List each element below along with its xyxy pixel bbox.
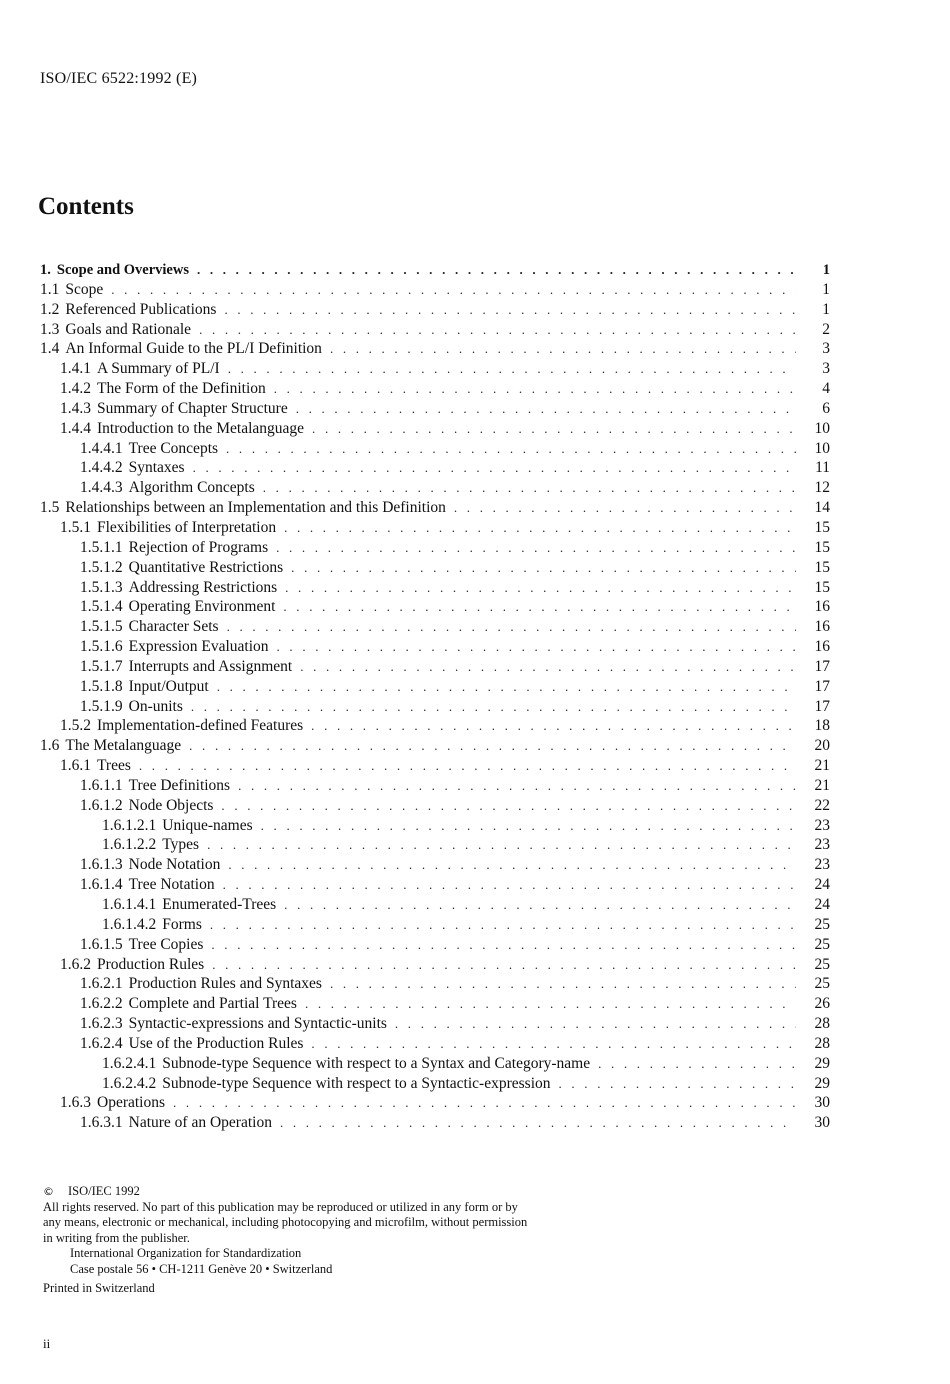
toc-entry-number: 1.5.1.5 xyxy=(80,618,123,636)
publisher-name: International Organization for Standardization xyxy=(70,1246,302,1260)
toc-dot-leader xyxy=(228,359,796,379)
toc-entry[interactable] xyxy=(40,776,830,796)
toc-entry-page: 10 xyxy=(814,439,830,457)
toc-entry[interactable] xyxy=(40,399,830,419)
toc-dot-leader xyxy=(210,915,796,935)
toc-entry-number: 1.5.1.1 xyxy=(80,538,123,556)
toc-dot-leader xyxy=(227,617,796,637)
toc-entry-title: Tree Concepts xyxy=(128,439,219,457)
toc-entry-title: Flexibilities of Interpretation xyxy=(97,518,277,536)
toc-entry-number: 1.6.2.2 xyxy=(80,995,123,1013)
toc-entry-number: 1.5.1 xyxy=(60,518,91,536)
toc-entry[interactable] xyxy=(40,697,830,717)
toc-entry-page: 28 xyxy=(814,1034,830,1052)
toc-entry-title: An Informal Guide to the PL/I Definition xyxy=(65,340,322,358)
toc-entry-page: 6 xyxy=(822,399,830,417)
toc-dot-leader xyxy=(598,1054,796,1074)
toc-dot-leader xyxy=(221,796,796,816)
toc-entry-page: 15 xyxy=(814,558,830,576)
toc-entry[interactable] xyxy=(40,280,830,300)
toc-dot-leader xyxy=(197,260,796,280)
toc-entry-title: Interrupts and Assignment xyxy=(128,657,293,675)
toc-entry-title: Production Rules and Syntaxes xyxy=(128,975,322,993)
toc-entry-page: 15 xyxy=(814,518,830,536)
toc-dot-leader xyxy=(238,776,796,796)
toc-entry[interactable] xyxy=(40,419,830,439)
toc-entry-title: The Metalanguage xyxy=(65,737,182,755)
table-of-contents xyxy=(40,260,830,1133)
toc-dot-leader xyxy=(139,756,796,776)
toc-entry-number: 1.6.2.3 xyxy=(80,1015,123,1033)
toc-entry-page: 25 xyxy=(814,955,830,973)
toc-entry-page: 17 xyxy=(814,657,830,675)
toc-entry-page: 28 xyxy=(814,1015,830,1033)
toc-entry-page: 15 xyxy=(814,538,830,556)
toc-entry-title: Expression Evaluation xyxy=(128,638,269,656)
toc-entry-page: 21 xyxy=(814,776,830,794)
toc-entry[interactable] xyxy=(40,855,830,875)
toc-dot-leader xyxy=(212,955,796,975)
toc-entry-page: 1 xyxy=(822,262,830,278)
toc-entry[interactable] xyxy=(40,260,830,280)
toc-entry-title: Scope and Overviews xyxy=(56,262,189,278)
toc-entry-title: Quantitative Restrictions xyxy=(128,558,284,576)
toc-entry-page: 18 xyxy=(814,717,830,735)
toc-entry-number: 1.3 xyxy=(40,320,60,338)
toc-entry-number: 1.6.1 xyxy=(60,757,91,775)
toc-entry[interactable] xyxy=(40,875,830,895)
toc-dot-leader xyxy=(311,716,796,736)
toc-dot-leader xyxy=(199,320,796,340)
toc-entry-title: The Form of the Definition xyxy=(97,380,266,398)
toc-entry-page: 26 xyxy=(814,995,830,1013)
toc-entry-title: Operating Environment xyxy=(128,598,276,616)
toc-entry-number: 1.4.3 xyxy=(60,399,91,417)
toc-entry[interactable] xyxy=(40,1113,830,1133)
toc-entry[interactable] xyxy=(40,955,830,975)
toc-entry[interactable] xyxy=(40,974,830,994)
toc-entry[interactable] xyxy=(40,895,830,915)
toc-entry-number: 1.5.1.7 xyxy=(80,657,123,675)
toc-entry-number: 1.5 xyxy=(40,499,60,517)
toc-entry-page: 17 xyxy=(814,677,830,695)
toc-entry[interactable] xyxy=(40,915,830,935)
toc-dot-leader xyxy=(285,578,796,598)
toc-dot-leader xyxy=(263,478,796,498)
toc-entry[interactable] xyxy=(40,1074,830,1094)
toc-entry[interactable] xyxy=(40,1034,830,1054)
toc-entry[interactable] xyxy=(40,478,830,498)
toc-entry[interactable] xyxy=(40,756,830,776)
toc-entry-number: 1.5.1.4 xyxy=(80,598,123,616)
toc-dot-leader xyxy=(173,1093,796,1113)
toc-entry-title: Subnode-type Sequence with respect to a Syntactic-expression xyxy=(162,1074,551,1092)
toc-entry-number: 1.6.1.4.1 xyxy=(102,896,157,913)
toc-entry-title: Nature of an Operation xyxy=(128,1114,272,1132)
toc-entry[interactable] xyxy=(40,736,830,756)
toc-dot-leader xyxy=(305,994,796,1014)
toc-entry-page: 3 xyxy=(822,340,830,358)
toc-entry-title: Forms xyxy=(162,915,202,933)
toc-entry-page: 16 xyxy=(814,598,830,616)
toc-entry-title: Addressing Restrictions xyxy=(128,578,278,596)
toc-entry-page: 16 xyxy=(814,638,830,656)
toc-entry-page: 23 xyxy=(814,856,830,874)
toc-dot-leader xyxy=(277,637,796,657)
toc-entry[interactable] xyxy=(40,816,830,836)
toc-entry[interactable] xyxy=(40,1054,830,1074)
toc-entry-number: 1.6.3 xyxy=(60,1094,91,1112)
toc-entry-page: 20 xyxy=(814,737,830,755)
toc-entry[interactable] xyxy=(40,1093,830,1113)
toc-dot-leader xyxy=(276,538,796,558)
toc-dot-leader xyxy=(284,518,796,538)
toc-entry-page: 23 xyxy=(814,836,830,854)
toc-entry-number: 1.6.2.4.1 xyxy=(102,1054,157,1072)
toc-entry-number: 1.4.4.3 xyxy=(80,479,123,497)
toc-dot-leader xyxy=(191,697,796,717)
toc-entry-number: 1.6.1.2.2 xyxy=(102,836,157,854)
publisher-address: Case postale 56 • CH-1211 Genève 20 • Switzerland xyxy=(70,1261,333,1276)
toc-dot-leader xyxy=(296,399,796,419)
toc-dot-leader xyxy=(291,558,796,578)
toc-entry-page: 3 xyxy=(822,360,830,378)
toc-entry-page: 22 xyxy=(814,796,830,814)
toc-entry-number: 1.6.1.2 xyxy=(80,796,123,814)
toc-entry-page: 30 xyxy=(814,1094,830,1112)
toc-entry-number: 1.6.1.3 xyxy=(80,856,123,874)
toc-entry[interactable] xyxy=(40,558,830,578)
toc-entry-number: 1. xyxy=(40,262,51,278)
toc-entry-number: 1.6.1.4.2 xyxy=(102,915,157,933)
toc-entry-title: A Summary of PL/I xyxy=(97,360,220,378)
toc-entry-title: Relationships between an Implementation and this Definition xyxy=(65,499,446,517)
toc-entry[interactable] xyxy=(40,458,830,478)
toc-entry-title: Tree Definitions xyxy=(128,776,231,794)
toc-entry-title: Use of the Production Rules xyxy=(128,1034,304,1052)
toc-entry-title: Types xyxy=(162,836,200,854)
toc-entry-title: Operations xyxy=(97,1094,166,1112)
toc-entry-number: 1.6.3.1 xyxy=(80,1114,123,1132)
toc-dot-leader xyxy=(311,1034,796,1054)
toc-entry-title: Syntactic-expressions and Syntactic-units xyxy=(128,1015,387,1033)
toc-entry-page: 11 xyxy=(815,459,830,477)
toc-entry-number: 1.5.1.6 xyxy=(80,638,123,656)
toc-entry-page: 15 xyxy=(814,578,830,596)
toc-entry-page: 1 xyxy=(822,280,830,298)
toc-entry[interactable] xyxy=(40,1014,830,1034)
toc-entry-number: 1.6.1.5 xyxy=(80,935,123,953)
toc-entry-title: Character Sets xyxy=(128,618,219,636)
toc-dot-leader xyxy=(261,816,796,836)
toc-dot-leader xyxy=(300,657,796,677)
toc-entry[interactable] xyxy=(40,339,830,359)
toc-entry-title: Input/Output xyxy=(128,677,209,695)
toc-entry[interactable] xyxy=(40,439,830,459)
toc-entry[interactable] xyxy=(40,379,830,399)
document-header: ISO/IEC 6522:1992 (E) xyxy=(40,70,198,87)
toc-entry-title: Rejection of Programs xyxy=(128,538,269,556)
toc-entry[interactable] xyxy=(40,617,830,637)
toc-entry[interactable] xyxy=(40,498,830,518)
copyright-line xyxy=(43,1184,643,1200)
toc-entry[interactable] xyxy=(40,359,830,379)
printed-location: Printed in Switzerland xyxy=(43,1281,155,1295)
toc-entry-title: Algorithm Concepts xyxy=(128,479,255,497)
toc-dot-leader xyxy=(284,895,796,915)
toc-entry-title: Production Rules xyxy=(97,955,205,973)
toc-dot-leader xyxy=(454,498,796,518)
toc-entry-number: 1.4.1 xyxy=(60,360,91,378)
toc-entry-page: 25 xyxy=(814,915,830,933)
toc-entry-title: Unique-names xyxy=(162,816,253,834)
toc-entry-title: Introduction to the Metalanguage xyxy=(97,419,305,437)
toc-entry-number: 1.5.1.2 xyxy=(80,558,123,576)
toc-entry-title: Node Objects xyxy=(128,796,214,814)
toc-entry-title: Complete and Partial Trees xyxy=(128,995,297,1013)
toc-entry-page: 23 xyxy=(814,816,830,834)
toc-dot-leader xyxy=(211,935,796,955)
toc-entry-page: 30 xyxy=(814,1114,830,1132)
toc-dot-leader xyxy=(193,458,796,478)
toc-dot-leader xyxy=(223,875,796,895)
toc-entry[interactable] xyxy=(40,637,830,657)
toc-entry-title: Node Notation xyxy=(128,856,221,874)
toc-dot-leader xyxy=(224,300,796,320)
toc-entry-number: 1.4.4.2 xyxy=(80,459,123,477)
toc-entry-number: 1.5.1.9 xyxy=(80,697,123,715)
toc-entry[interactable] xyxy=(40,677,830,697)
toc-entry-page: 24 xyxy=(814,876,830,894)
toc-entry-page: 25 xyxy=(814,935,830,953)
toc-entry-number: 1.6.2.4 xyxy=(80,1034,123,1052)
toc-entry[interactable] xyxy=(40,300,830,320)
toc-dot-leader xyxy=(111,280,796,300)
toc-entry-number: 1.6.2.4.2 xyxy=(102,1074,157,1092)
toc-entry-page: 10 xyxy=(814,419,830,437)
toc-dot-leader xyxy=(330,339,796,359)
toc-dot-leader xyxy=(395,1014,796,1034)
toc-entry-title: Syntaxes xyxy=(128,459,185,477)
toc-entry-page: 17 xyxy=(814,697,830,715)
toc-entry-page: 14 xyxy=(814,499,830,517)
toc-entry[interactable] xyxy=(40,835,830,855)
toc-entry-page: 1 xyxy=(822,300,830,318)
toc-entry-page: 21 xyxy=(814,757,830,775)
toc-entry-title: Summary of Chapter Structure xyxy=(97,399,288,417)
toc-entry-number: 1.5.1.3 xyxy=(80,578,123,596)
toc-entry-title: Trees xyxy=(97,757,131,775)
toc-entry[interactable] xyxy=(40,716,830,736)
toc-entry-number: 1.6.2 xyxy=(60,955,91,973)
toc-entry-page: 24 xyxy=(814,896,830,913)
toc-entry[interactable] xyxy=(40,597,830,617)
toc-dot-leader xyxy=(226,439,796,459)
toc-entry[interactable] xyxy=(40,796,830,816)
toc-dot-leader xyxy=(330,974,796,994)
toc-entry[interactable] xyxy=(40,578,830,598)
toc-entry[interactable] xyxy=(40,657,830,677)
toc-entry-page: 29 xyxy=(814,1054,830,1072)
toc-entry-title: Goals and Rationale xyxy=(65,320,192,338)
page-title: Contents xyxy=(38,193,134,220)
toc-entry-number: 1.4.4 xyxy=(60,419,91,437)
toc-dot-leader xyxy=(274,379,796,399)
toc-dot-leader xyxy=(189,736,796,756)
toc-entry-number: 1.6.1.2.1 xyxy=(102,816,157,834)
toc-entry[interactable] xyxy=(40,518,830,538)
toc-dot-leader xyxy=(207,835,796,855)
toc-entry-number: 1.4.4.1 xyxy=(80,439,123,457)
toc-entry-title: On-units xyxy=(128,697,183,715)
toc-entry-number: 1.6 xyxy=(40,737,60,755)
toc-entry-page: 4 xyxy=(822,380,830,398)
toc-entry-number: 1.2 xyxy=(40,300,60,318)
page-number: ii xyxy=(43,1336,51,1351)
toc-entry-title: Scope xyxy=(65,280,104,298)
copyright-holder: ISO/IEC 1992 xyxy=(68,1184,140,1198)
toc-dot-leader xyxy=(283,597,796,617)
copyright-icon: © xyxy=(43,1185,54,1198)
toc-entry-title: Implementation-defined Features xyxy=(97,717,304,735)
toc-entry[interactable] xyxy=(40,935,830,955)
toc-entry-title: Subnode-type Sequence with respect to a Syntax and Category-name xyxy=(162,1054,591,1072)
toc-entry-page: 2 xyxy=(822,320,830,338)
rights-text-3: in writing from the publisher. xyxy=(43,1230,190,1245)
toc-entry[interactable] xyxy=(40,538,830,558)
toc-entry-title: Referenced Publications xyxy=(65,300,217,318)
toc-entry-page: 16 xyxy=(814,618,830,636)
toc-dot-leader xyxy=(228,855,796,875)
toc-dot-leader xyxy=(217,677,796,697)
toc-entry-title: Enumerated-Trees xyxy=(162,896,277,913)
toc-entry[interactable] xyxy=(40,320,830,340)
copyright-notice xyxy=(43,1184,643,1297)
toc-entry[interactable] xyxy=(40,994,830,1014)
toc-entry-page: 29 xyxy=(814,1074,830,1092)
toc-dot-leader xyxy=(559,1074,797,1094)
toc-entry-number: 1.6.1.4 xyxy=(80,876,123,894)
toc-entry-number: 1.1 xyxy=(40,280,60,298)
toc-entry-number: 1.6.2.1 xyxy=(80,975,123,993)
rights-text-2: any means, electronic or mechanical, including photocopying and microfilm, without permission xyxy=(43,1215,528,1229)
rights-text-1: All rights reserved. No part of this publication may be reproduced or utilized in any form or by xyxy=(43,1199,518,1214)
toc-dot-leader xyxy=(312,419,796,439)
toc-entry-number: 1.4 xyxy=(40,340,60,358)
toc-entry-number: 1.5.2 xyxy=(60,717,91,735)
toc-dot-leader xyxy=(280,1113,796,1133)
toc-entry-page: 25 xyxy=(814,975,830,993)
toc-entry-number: 1.5.1.8 xyxy=(80,677,123,695)
toc-entry-title: Tree Notation xyxy=(128,876,215,894)
toc-entry-page: 12 xyxy=(814,479,830,497)
toc-entry-number: 1.4.2 xyxy=(60,380,91,398)
toc-entry-title: Tree Copies xyxy=(128,935,204,953)
toc-entry-number: 1.6.1.1 xyxy=(80,776,123,794)
